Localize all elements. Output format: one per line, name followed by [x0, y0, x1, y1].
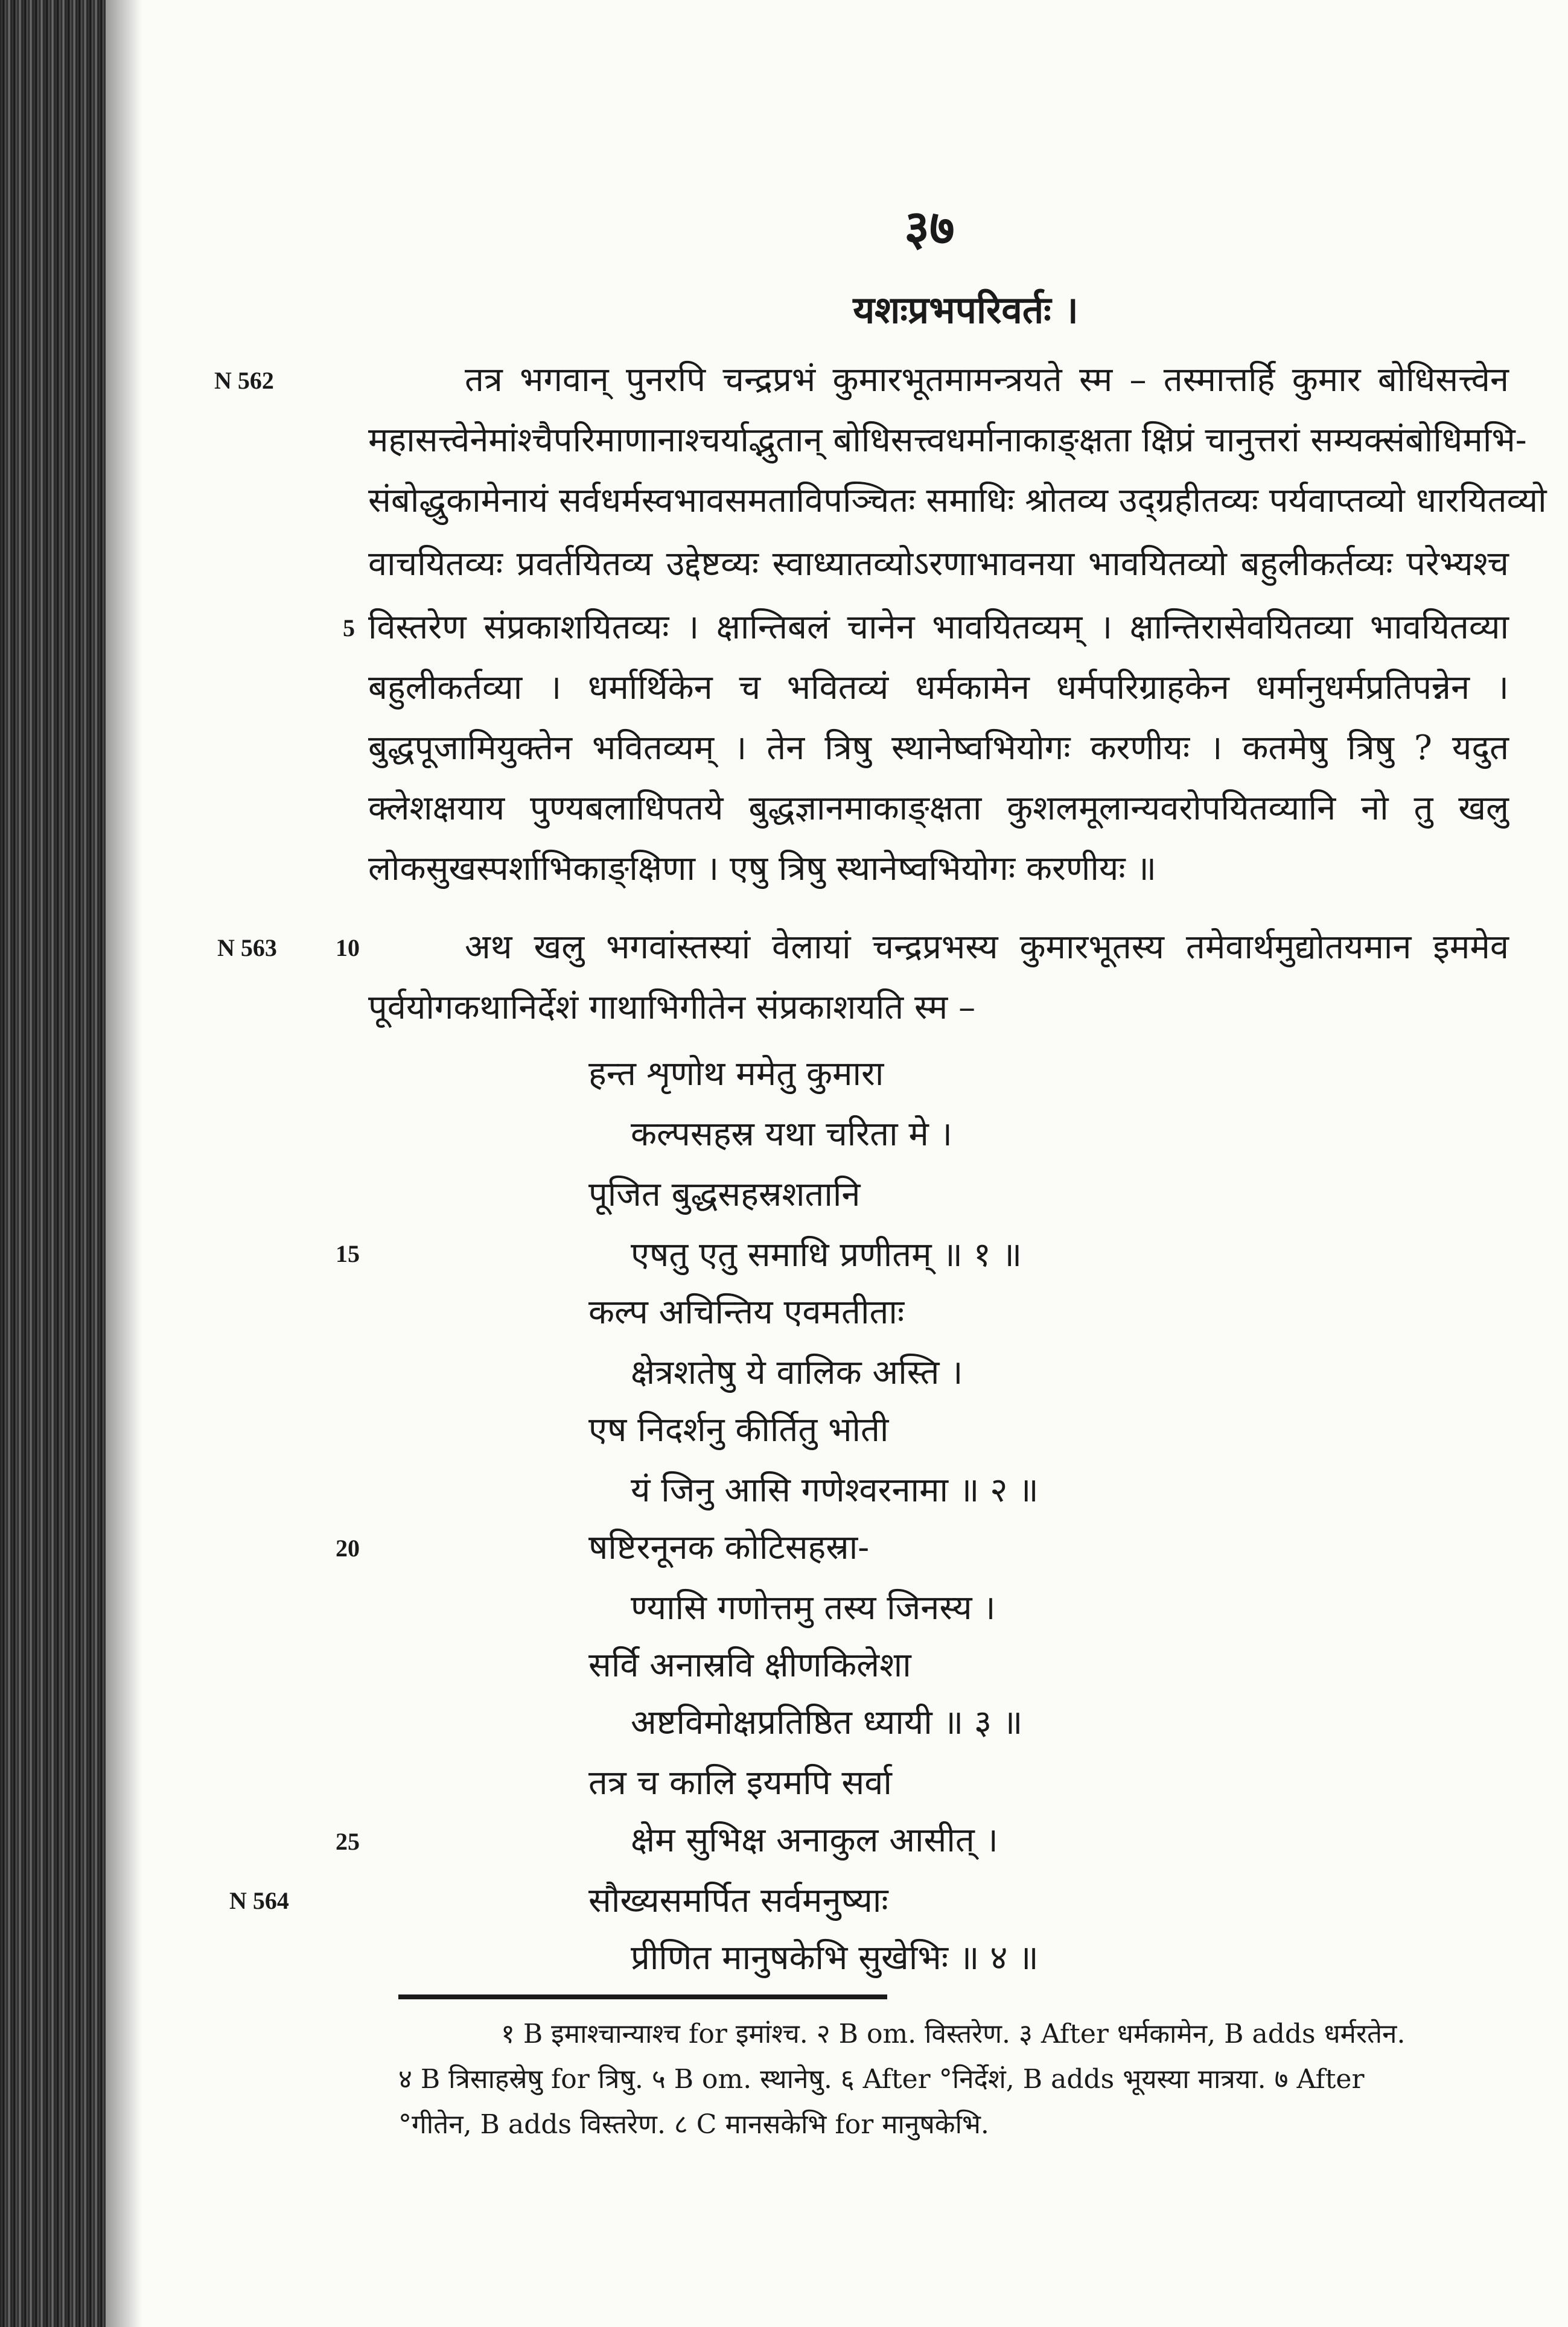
prose-line: बुद्धपूजामियुक्तेन भवितव्यम् । तेन त्रिषु स्थानेष्वभियोगः करणीयः । कतमेषु त्रिषु ? यदुत [368, 728, 1509, 768]
verse-line: पूजित बुद्धसहस्रशतानि [588, 1175, 861, 1214]
verse-line: तत्र च कालि इयमपि सर्वा [588, 1763, 892, 1803]
line-number-20: 20 [336, 1535, 360, 1562]
prose-line: अथ खलु भगवांस्तस्यां वेलायां चन्द्रप्रभस्य कुमारभूतस्य तमेवार्थमुद्योतयमान इममेव [465, 928, 1509, 967]
prose-line: संबोद्धुकामेनायं सर्वधर्मस्वभावसमताविपञ्चितः समाधिः श्रोतव्य उद्ग्रहीतव्यः पर्यवाप्तव्यो धारयितव्यो [368, 481, 1547, 520]
prose-line: तत्र भगवान् पुनरपि चन्द्रप्रभं कुमारभूतमामन्त्रयते स्म – तस्मात्तर्हि कुमार बोधिसत्त्वेन [465, 360, 1509, 400]
verse-line: कल्पसहस्र यथा चरिता मे । [631, 1115, 952, 1154]
chapter-title: यशःप्रभपरिवर्तः । [853, 288, 1079, 332]
margin-ref-n563: N 563 [217, 934, 277, 961]
line-number-5: 5 [343, 614, 355, 641]
line-number-15: 15 [336, 1240, 360, 1267]
prose-line: विस्तरेण संप्रकाशयितव्यः । क्षान्तिबलं चानेन भावयितव्यम् । क्षान्तिरासेवयितव्या भावयितव्या [368, 608, 1509, 647]
verse-line: प्रीणित मानुषकेभि सुखेभिः ॥ ४ ॥ [631, 1938, 1039, 1978]
line-number-10: 10 [336, 934, 360, 961]
footnote-line: °गीतेन, B adds विस्तरेण. ८ C मानसकेभि for मानुषकेभि. [398, 2109, 989, 2140]
prose-line: वाचयितव्यः प्रवर्तयितव्य उद्देष्टव्यः स्वाध्यातव्योऽरणाभावनया भावयितव्यो बहुलीकर्तव्यः परेभ्यश्च [368, 544, 1509, 584]
margin-ref-n564: N 564 [229, 1887, 289, 1914]
verse-line: क्षेत्रशतेषु ये वालिक अस्ति । [631, 1353, 963, 1392]
verse-line: सौख्यसमर्पित सर्वमनुष्याः [588, 1881, 888, 1920]
verse-line: क्षेम सुभिक्ष अनाकुल आसीत् । [631, 1821, 998, 1860]
page-number: ३७ [904, 199, 955, 256]
prose-line: पूर्वयोगकथानिर्देशं गाथाभिगीतेन संप्रकाशयति स्म – [368, 988, 976, 1027]
footnote-rule [398, 1994, 887, 1999]
verse-line: सर्वि अनास्रवि क्षीणकिलेशा [588, 1646, 911, 1685]
spine-fade [106, 0, 142, 2327]
verse-line: एष निदर्शनु कीर्तितु भोती [588, 1410, 889, 1450]
verse-line: एषतु एतु समाधि प्रणीतम् ॥ १ ॥ [631, 1235, 1022, 1275]
prose-line: बहुलीकर्तव्या । धर्मार्थिकेन च भवितव्यं धर्मकामेन धर्मपरिग्राहकेन धर्मानुधर्मप्रतिपन्नेन । [368, 668, 1509, 707]
prose-line: लोकसुखस्पर्शाभिकाङ्क्षिणा । एषु त्रिषु स्थानेष्वभियोगः करणीयः ॥ [368, 849, 1156, 888]
margin-ref-n562: N 562 [214, 367, 274, 394]
prose-line: महासत्त्वेनेमांश्चैपरिमाणानाश्चर्याद्भुतान् बोधिसत्त्वधर्मानाकाङ्क्षता क्षिप्रं चानुत्तरां सम्यक्संबोधिमभि- [368, 421, 1527, 460]
footnote-line: १ B इमाश्चान्याश्च for इमांश्च. २ B om. विस्तरेण. ३ After धर्मकामेन, B adds धर्मरतेन. [501, 2019, 1406, 2049]
footnote-line: ४ B त्रिसाहस्रेषु for त्रिषु. ५ B om. स्थानेषु. ६ After °निर्देशं, B adds भूयस्या मात्रया. ७ After [398, 2064, 1365, 2095]
verse-line: अष्टविमोक्षप्रतिष्ठित ध्यायी ॥ ३ ॥ [631, 1703, 1023, 1742]
line-number-25: 25 [336, 1828, 360, 1855]
book-spine-shadow [0, 0, 106, 2327]
verse-line: कल्प अचिन्तिय एवमतीताः [588, 1293, 905, 1332]
verse-line: यं जिनु आसि गणेश्वरनामा ॥ २ ॥ [631, 1471, 1039, 1510]
prose-line: क्लेशक्षयाय पुण्यबलाधिपतये बुद्धज्ञानमाकाङ्क्षता कुशलमूलान्यवरोपयितव्यानि नो तु खलु [368, 789, 1509, 828]
verse-line: ण्यासि गणोत्तमु तस्य जिनस्य । [631, 1588, 996, 1628]
verse-line: हन्त शृणोथ ममेतु कुमारा [588, 1054, 884, 1093]
verse-line: षष्टिरनूनक कोटिसहस्रा- [588, 1528, 870, 1567]
